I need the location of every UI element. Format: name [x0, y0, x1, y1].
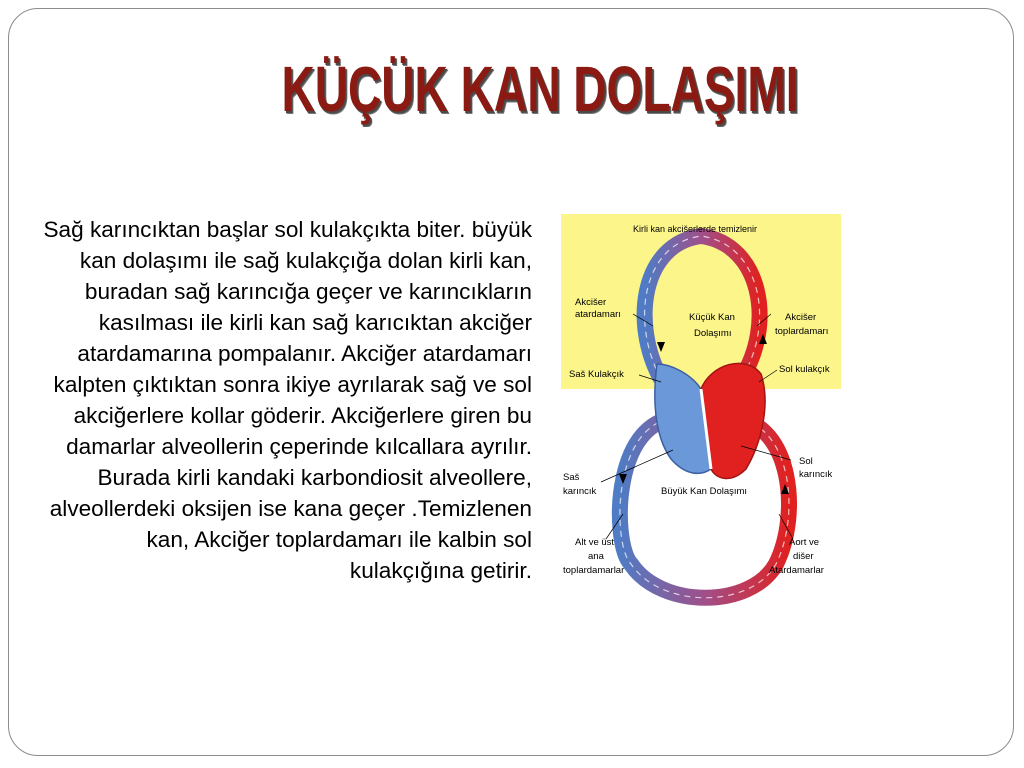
label-left-atrium: Sol kulakçık: [779, 364, 830, 375]
label-right-ventricle-2: karıncık: [563, 486, 597, 497]
label-small-circ-1: Küçük Kan: [689, 312, 735, 323]
label-right-atrium: Saš Kulakçık: [569, 369, 624, 380]
label-vena-cava-2: ana: [588, 551, 604, 562]
label-aorta-2: dišer: [793, 551, 814, 562]
label-top: Kirli kan akcišerlerde temizlenir: [633, 224, 758, 234]
label-aorta-1: Aort ve: [789, 537, 820, 548]
slide-title: KÜÇÜK KAN DOLAŞIMI: [281, 53, 799, 125]
label-lung-artery-2: atardamarı: [575, 309, 621, 320]
label-big-circ: Büyük Kan Dolaşımı: [661, 486, 748, 497]
label-vena-cava-1: Alt ve üst: [575, 537, 615, 548]
slide-paragraph: Sağ karıncıktan başlar sol kulakçıkta biter. büyük kan dolaşımı ile sağ kulakçığa dolan kirli kan, buradan sağ karıncığa geçer ve karıncıkların kasılması ile kirli kan sağ karıcıktan akciğer atardamarına pompalanır. Akciğer atardamarı kalpten çıktıktan sonra ikiye ayrılarak sağ ve sol akciğerlere kollar göderir. Akciğerlere giren bu damarlar alveollerin çeperinde kılcallara ayrılır. Burada kirli kandaki karbondiosit alveollere, alveollerdeki oksijen ise kana geçer .Temizlenen kan, Akciğer toplardamarı ile kalbin sol kulakçığına getirir.: [43, 217, 532, 583]
label-aorta-3: Atardamarlar: [769, 565, 824, 576]
label-small-circ-2: Dolaşımı: [694, 328, 732, 339]
label-lung-vein-1: Akcišer: [785, 312, 817, 323]
label-left-ventricle-1: Sol: [799, 456, 813, 467]
label-lung-artery-1: Akcišer: [575, 297, 607, 308]
label-left-ventricle-2: karıncık: [799, 469, 833, 480]
label-vena-cava-3: toplardamarlar: [563, 565, 625, 576]
circulation-diagram: [561, 214, 841, 610]
label-right-ventricle-1: Saš: [563, 472, 580, 483]
label-lung-vein-2: toplardamarı: [775, 326, 829, 337]
